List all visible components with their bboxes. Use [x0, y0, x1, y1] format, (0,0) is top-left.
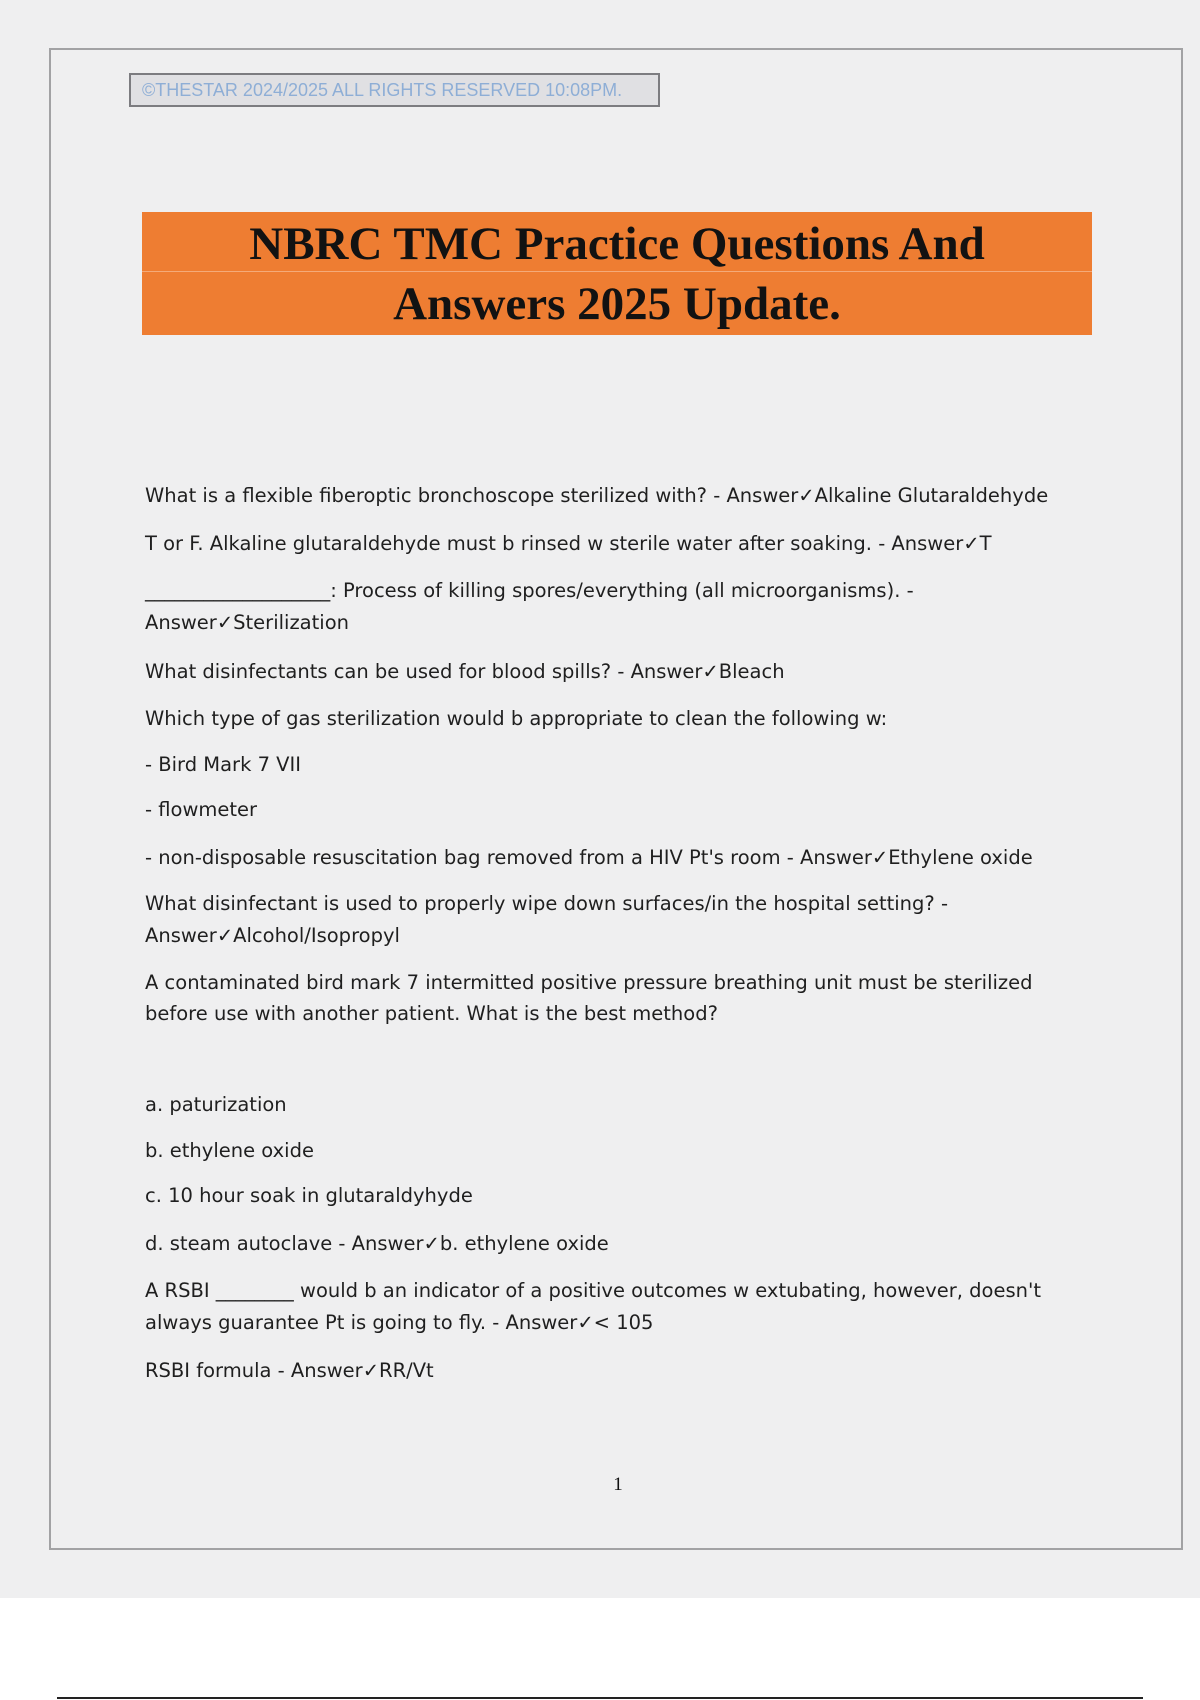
qa-line: What is a flexible fiberoptic bronchoscope sterilized with? - Answer✓Alkaline Glutaraldehyde [145, 484, 1049, 507]
qa-line: always guarantee Pt is going to fly. - Answer✓< 105 [145, 1311, 654, 1334]
document-title [249, 214, 984, 334]
qa-line: Answer✓Sterilization [145, 611, 349, 634]
qa-line: - flowmeter [145, 798, 258, 821]
qa-line: ___________________: Process of killing spores/everything (all microorganisms). - [145, 579, 914, 602]
qa-line: Answer✓Alcohol/Isopropyl [145, 924, 400, 947]
qa-line: Which type of gas sterilization would b appropriate to clean the following w: [145, 707, 888, 730]
qa-line: a. paturization [145, 1093, 287, 1116]
qa-line: RSBI formula - Answer✓RR/Vt [145, 1359, 434, 1382]
title-banner [142, 212, 1092, 335]
qa-line: d. steam autoclave - Answer✓b. ethylene oxide [145, 1232, 609, 1255]
qa-line: What disinfectants can be used for blood spills? - Answer✓Bleach [145, 660, 785, 683]
qa-line: c. 10 hour soak in glutaraldyhyde [145, 1184, 473, 1207]
next-page-top-rule [57, 1697, 1143, 1699]
qa-line: What disinfectant is used to properly wipe down surfaces/in the hospital setting? - [145, 892, 949, 915]
page-number: 1 [613, 1474, 623, 1495]
qa-line: A RSBI ________ would b an indicator of a positive outcomes w extubating, however, doesn't [145, 1279, 1041, 1302]
qa-line: - non-disposable resuscitation bag removed from a HIV Pt's room - Answer✓Ethylene oxide [145, 846, 1033, 869]
qa-line: - Bird Mark 7 VII [145, 753, 302, 776]
qa-line: T or F. Alkaline glutaraldehyde must b rinsed w sterile water after soaking. - Answer✓T [145, 532, 992, 555]
copyright-text: ©THESTAR 2024/2025 ALL RIGHTS RESERVED 10:08PM. [142, 79, 623, 100]
qa-line: before use with another patient. What is the best method? [145, 1002, 718, 1025]
qa-line: A contaminated bird mark 7 intermitted positive pressure breathing unit must be sterilized [145, 971, 1033, 994]
copyright-notice [129, 73, 660, 107]
qa-line: b. ethylene oxide [145, 1139, 314, 1162]
title-line-1: NBRC TMC Practice Questions And [249, 217, 985, 270]
title-line-2: Answers 2025 Update. [393, 277, 841, 330]
